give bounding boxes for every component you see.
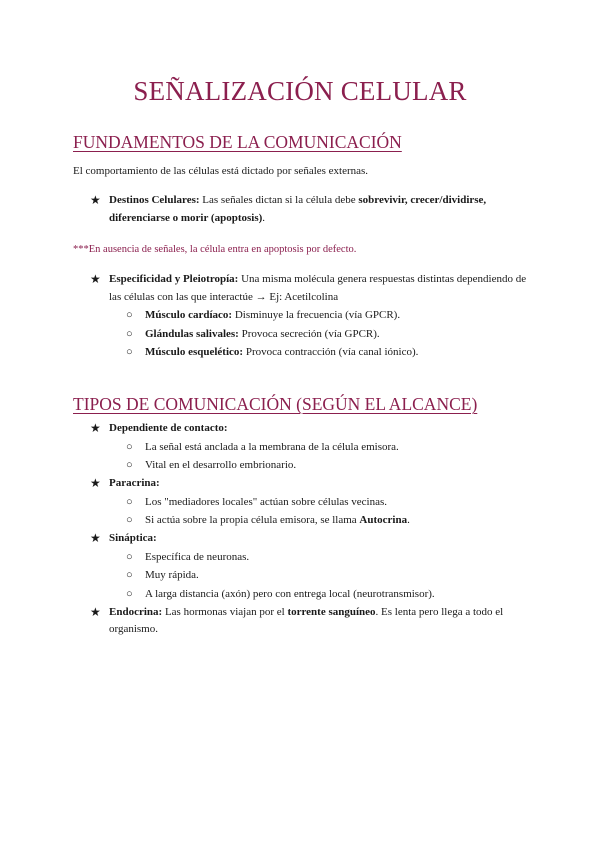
item-label: Paracrina: [109,477,160,489]
sublist-item-cardiaco [109,306,530,325]
item-text-end: . [262,211,266,224]
item-label: Endocrina: [109,605,163,618]
list-especificidad [90,271,530,362]
circle-bullet-icon: ○ [126,587,133,600]
star-bullet-icon: ★ [90,421,101,435]
section-heading-tipos: TIPOS DE COMUNICACIÓN (SEGÚN EL ALCANCE) [73,394,478,414]
circle-bullet-icon: ○ [126,459,133,471]
sub-text-end: . [407,514,410,526]
item-label: Dependiente de contacto: [109,422,228,434]
item-label: Destinos Celulares: [109,194,200,206]
item-bold-text: torrente sanguíneo [287,605,376,618]
list-destinos [90,192,530,228]
sub-label: Músculo esquelético: [145,346,244,358]
sublist-item [109,438,530,457]
star-bullet-icon: ★ [90,193,101,207]
sub-text: Provoca secreción (vía GPCR). [238,327,380,340]
star-bullet-icon: ★ [90,272,101,286]
sublist-item [109,585,530,604]
item-text: Las hormonas viajan por el [162,605,288,618]
sublist-item-salivales [109,325,530,344]
star-bullet-icon: ★ [90,476,101,490]
item-text: Una misma molécula genera respuestas distintas dependiendo de las células con las que interactúe → Ej: Acetilcolina [109,273,527,303]
sublist-item [109,511,530,530]
sub-label: Músculo cardíaco: [145,309,233,321]
sub-text: Disminuye la frecuencia (vía GPCR). [232,309,401,321]
sublist-paracrina [109,493,530,530]
item-label: Sináptica: [109,532,157,544]
star-bullet-icon: ★ [90,604,101,619]
list-item-especificidad [90,271,530,362]
item-bold-text: sobrevivir, crecer/dividirse, diferenciarse o morir (apoptosis) [109,194,487,224]
circle-bullet-icon: ○ [126,440,133,453]
sub-text: Específica de neuronas. [145,550,250,563]
item-label: Especificidad y Pleiotropía: [109,273,239,285]
circle-bullet-icon: ○ [126,569,133,581]
circle-bullet-icon: ○ [126,327,133,340]
list-item-paracrina [90,475,530,530]
list-item-destinos [90,192,530,227]
circle-bullet-icon: ○ [126,550,133,563]
circle-bullet-icon: ○ [126,495,133,508]
section-heading-fundamentos: FUNDAMENTOS DE LA COMUNICACIÓN [73,132,402,152]
sub-label: Glándulas salivales: [145,327,239,340]
sublist-item [109,493,530,512]
circle-bullet-icon: ○ [126,309,133,321]
sublist-item [109,456,530,475]
star-bullet-icon: ★ [90,531,101,545]
sub-text: Vital en el desarrollo embrionario. [145,459,297,471]
sub-text: Los "mediadores locales" actúan sobre células vecinas. [145,495,388,508]
list-item-sinaptica [90,530,530,603]
list-tipos [90,420,530,639]
list-item-endocrina [90,604,530,639]
sublist-contacto [109,438,530,475]
circle-bullet-icon: ○ [126,346,133,358]
sub-text: La señal está anclada a la membrana de la célula emisora. [145,440,399,453]
circle-bullet-icon: ○ [126,514,133,526]
item-text: Las señales dictan si la célula debe [199,194,359,206]
page-title: SEÑALIZACIÓN CELULAR [133,76,467,106]
sublist-sinaptica [109,548,530,604]
intro-paragraph: El comportamiento de las células está dictado por señales externas. [73,165,369,177]
sub-text: Muy rápida. [145,569,199,581]
sub-bold-text: Autocrina [359,514,408,526]
sublist-item [109,566,530,585]
sublist-item-esqueletico [109,343,530,362]
sublist-acetilcolina [109,306,530,362]
sub-text: Si actúa sobre la propia célula emisora, se llama [145,514,360,526]
sublist-item [109,548,530,567]
note-apoptosis: ***En ausencia de señales, la célula entra en apoptosis por defecto. [73,244,357,255]
sub-text: Provoca contracción (vía canal iónico). [243,346,419,358]
sub-text: A larga distancia (axón) pero con entrega local (neurotransmisor). [145,587,435,600]
item-text-end: . Es lenta pero llega a todo el organismo. [109,605,504,635]
list-item-contacto [90,420,530,475]
